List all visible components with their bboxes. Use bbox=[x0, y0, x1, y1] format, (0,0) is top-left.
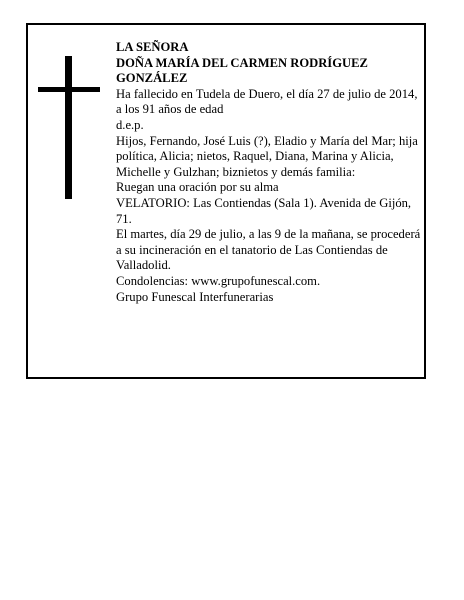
notice-text bbox=[116, 40, 422, 305]
condolences-info: Condolencias: www.grupofunescal.com. bbox=[116, 273, 321, 288]
obituary-notice bbox=[26, 23, 426, 379]
deceased-name: DOÑA MARÍA DEL CARMEN RODRÍGUEZ GONZÁLEZ bbox=[116, 55, 368, 86]
funeral-home: Grupo Funescal Interfunerarias bbox=[116, 289, 274, 304]
death-info: Ha fallecido en Tudela de Duero, el día 27 de julio de 2014, a los 91 años de edad bbox=[116, 86, 418, 117]
prayer-text: Ruegan una oración por su alma bbox=[116, 180, 279, 195]
wake-info: VELATORIO: Las Contiendas (Sala 1). Avenida de Gijón, 71. bbox=[116, 195, 412, 226]
cross-horizontal-bar bbox=[38, 87, 100, 92]
family-list: Hijos, Fernando, José Luis (?), Eladio y María del Mar; hija política, Alicia; nietos, Raquel, Diana, Marina y Alicia, Michelle y Gulzhan; biznietos y demás familia: bbox=[116, 133, 418, 179]
ceremony-info: El martes, día 29 de julio, a las 9 de la mañana, se procederá a su incineración en el tanatorio de Las Contiendas de Valladolid. bbox=[116, 227, 421, 273]
cross-vertical-bar bbox=[65, 56, 72, 199]
notice-title: LA SEÑORA bbox=[116, 40, 189, 54]
rip-text: d.e.p. bbox=[116, 117, 144, 132]
cross-icon bbox=[38, 56, 100, 199]
